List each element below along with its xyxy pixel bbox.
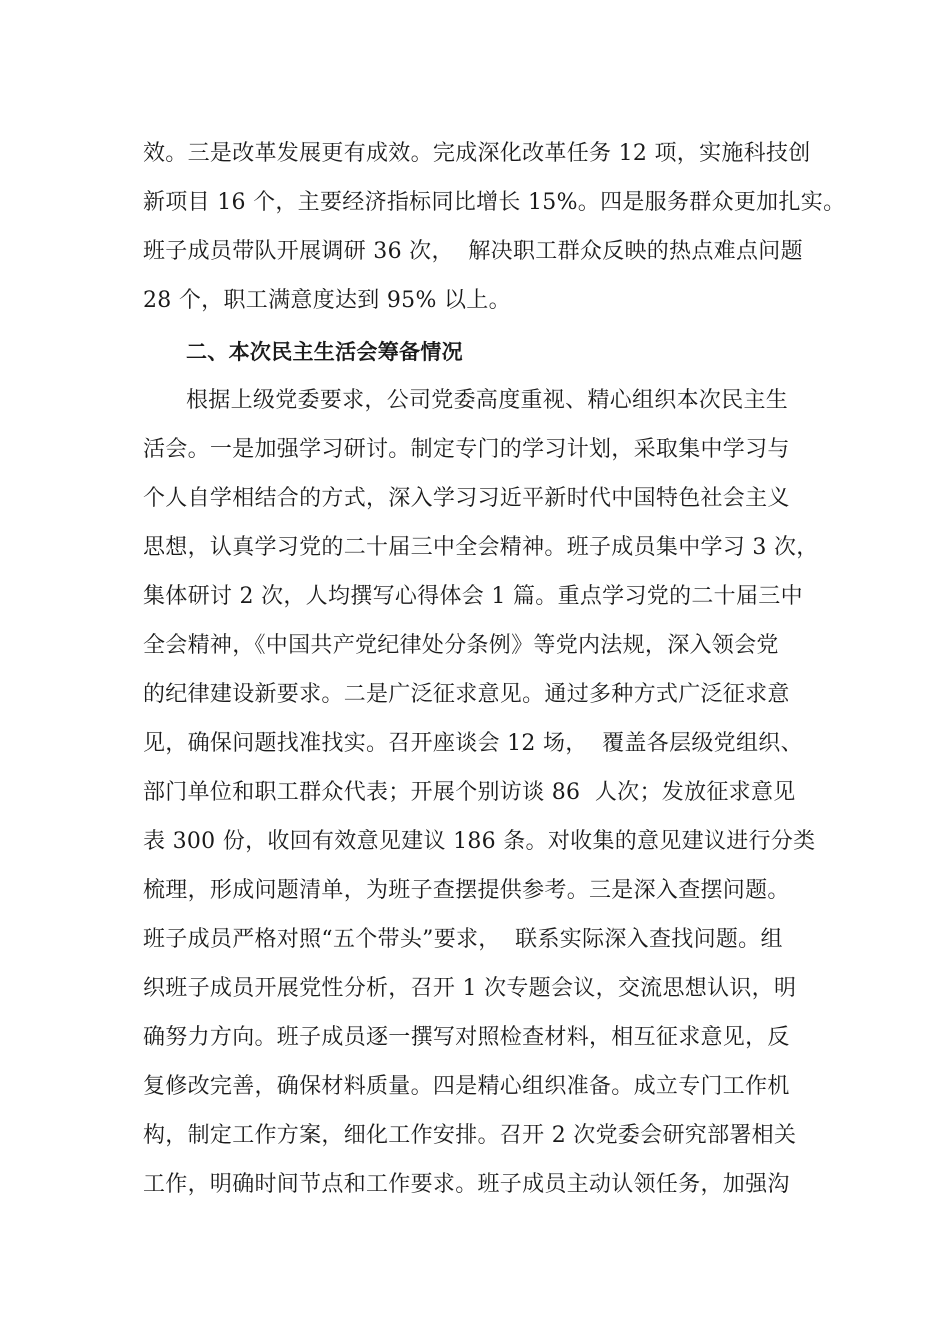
paragraph-line: 构，制定工作方案，细化工作安排。召开 2 次党委会研究部署相关: [143, 1123, 797, 1148]
paragraph-line: 个人自学相结合的方式，深入学习习近平新时代中国特色社会主义: [143, 486, 790, 511]
paragraph-line: 集体研讨 2 次，人均撰写心得体会 1 篇。重点学习党的二十届三中: [143, 584, 803, 609]
paragraph-line: 部门单位和职工群众代表；开展个别访谈 86 人次；发放征求意见: [143, 780, 796, 805]
paragraph-line: 班子成员严格对照“五个带头”要求， 联系实际深入查找问题。组: [143, 927, 783, 952]
paragraph-line: 全会精神，《中国共产党纪律处分条例》等党内法规，深入领会党: [143, 633, 779, 658]
paragraph-line: 的纪律建设新要求。二是广泛征求意见。通过多种方式广泛征求意: [143, 682, 790, 707]
paragraph-line: 复修改完善，确保材料质量。四是精心组织准备。成立专门工作机: [143, 1074, 790, 1099]
section-heading: 二、本次民主生活会筹备情况: [186, 340, 463, 364]
paragraph-line: 思想，认真学习党的二十届三中全会精神。班子成员集中学习 3 次，: [143, 535, 819, 560]
paragraph-line: 班子成员带队开展调研 36 次， 解决职工群众反映的热点难点问题: [143, 239, 803, 264]
paragraph-line: 见，确保问题找准找实。召开座谈会 12 场， 覆盖各层级党组织、: [143, 731, 803, 756]
paragraph-line: 效。三是改革发展更有成效。完成深化改革任务 12 项，实施科技创: [143, 141, 811, 166]
paragraph-line: 织班子成员开展党性分析，召开 1 次专题会议，交流思想认识，明: [143, 976, 797, 1001]
paragraph-line: 活会。一是加强学习研讨。制定专门的学习计划，采取集中学习与: [143, 437, 790, 462]
paragraph-line: 工作，明确时间节点和工作要求。班子成员主动认领任务，加强沟: [143, 1172, 790, 1197]
paragraph-line: 表 300 份，收回有效意见建议 186 条。对收集的意见建议进行分类: [143, 829, 816, 854]
paragraph-line: 新项目 16 个，主要经济指标同比增长 15%。四是服务群众更加扎实。: [143, 190, 846, 215]
paragraph-line: 28 个，职工满意度达到 95% 以上。: [143, 288, 511, 313]
paragraph-line: 确努力方向。班子成员逐一撰写对照检查材料，相互征求意见，反: [143, 1025, 790, 1050]
paragraph-line: 根据上级党委要求，公司党委高度重视、精心组织本次民主生: [186, 388, 789, 413]
paragraph-line: 梳理，形成问题清单，为班子查摆提供参考。三是深入查摆问题。: [143, 878, 790, 903]
